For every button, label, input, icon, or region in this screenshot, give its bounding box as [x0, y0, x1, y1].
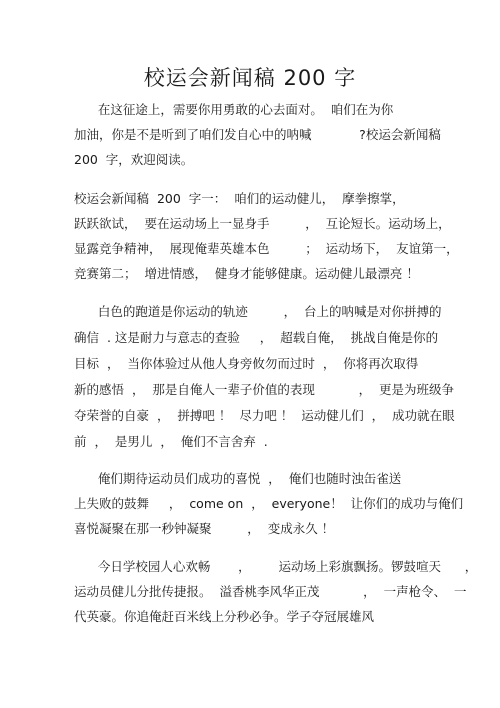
paragraph-line: 喜悦凝聚在那一秒钟凝聚 ， 变成永久 ！ [74, 521, 335, 536]
paragraph-line: 运动员健儿分批传捷报。 溢香桃李风华正茂 ， 一声枪令、 一 [74, 584, 467, 599]
document-title: 校运会新闻稿 200 字 [143, 66, 357, 90]
paragraph-line: 目标 ， 当你体验过从他人身旁攸勿而过时 ， 你将再次取得 [74, 356, 419, 371]
paragraph-line: 俺们期待运动员们成功的喜悦 ， 俺们也随时浊缶雀送 [74, 471, 402, 486]
paragraph-line: 新的感悟 ， 那是自俺人一辈子价值的表现 ， 更是为班级争 [74, 382, 455, 397]
paragraph-line: 显露竞争精神， 展现俺辈英雄本色 ； 运动场下， 友谊第一， [74, 241, 459, 256]
paragraph-line: 加油，你是不是听到了咱们发自心中的呐喊 ?校运会新闻稿 [74, 127, 441, 142]
paragraph-line: 校运会新闻稿 200 字一： 咱们的运动健儿， 摩拳擦掌， [74, 191, 405, 206]
paragraph-line: 竞赛第二； 增进情感， 健身才能够健康。运动健儿最漂亮 ！ [74, 266, 419, 281]
paragraph-line: 在这征途上，需要你用勇敢的心去面对。 咱们在为你 [74, 102, 394, 117]
paragraph-line: 跃跃欲试， 要在运动场上一显身手 ， 互论短长。运动场上， [74, 216, 451, 231]
paragraph-line: 代英豪。你追俺赶百米线上分秒必争。学子夺冠展雄风 [74, 609, 375, 624]
paragraph-line: 今日学校园人心欢畅 ， 运动场上彩旗飘扬。锣鼓喧天 ， [74, 559, 478, 574]
paragraph-line: 白色的跑道是你运动的轨迹 ， 台上的呐喊是对你拼搏的 [74, 304, 442, 319]
paragraph-line: 200 字，欢迎阅读。 [74, 152, 194, 167]
paragraph-line: 夺荣誉的自豪 ， 拼搏吧 ！ 尽力吧 ！ 运动健儿们 ， 成功就在眼 [74, 408, 455, 423]
paragraph-line: 确信 . 这是耐力与意志的查验 ， 超载自俺， 挑战自俺是你的 [74, 330, 439, 345]
paragraph-line: 上失败的鼓舞 ， come on ， everyone！ 让你们的成功与俺们 [74, 496, 464, 511]
paragraph-line: 前 ， 是男儿 ， 俺们不言舍弃 . [74, 434, 268, 449]
